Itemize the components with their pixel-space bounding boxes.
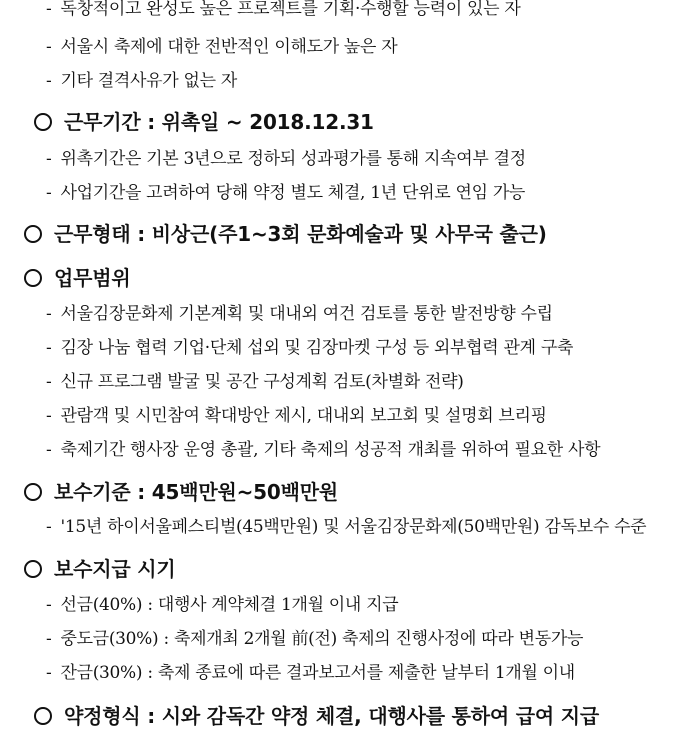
work-scope-item: - 서울김장문화제 기본계획 및 대내외 여건 검토를 통한 발전방향 수립 <box>46 304 553 324</box>
circle-bullet-icon <box>24 560 42 578</box>
pay-timing-heading: 보수지급 시기 <box>24 553 175 582</box>
work-scope-item: - 신규 프로그램 발굴 및 공간 구성계획 검토(차별화 전략) <box>46 372 464 392</box>
qualification-item: - 서울시 축제에 대한 전반적인 이해도가 높은 자 <box>46 37 398 57</box>
work-scope-item: - 관람객 및 시민참여 확대방안 제시, 대내외 보고회 및 설명회 브리핑 <box>46 406 547 426</box>
work-type-heading: 근무형태 : 비상근(주1~3회 문화예술과 및 사무국 출근) <box>24 218 547 247</box>
circle-bullet-icon <box>24 225 42 243</box>
pay-timing-item: - 중도금(30%) : 축제개최 2개월 前(전) 축제의 진행사정에 따라 변동가능 <box>46 629 584 649</box>
work-period-item: - 사업기간을 고려하여 당해 약정 별도 체결, 1년 단위로 연임 가능 <box>46 183 526 203</box>
pay-standard-item: - '15년 하이서울페스티벌(45백만원) 및 서울김장문화제(50백만원) 감독보수 수준 <box>46 517 647 537</box>
contract-form-heading: 약정형식 : 시와 감독간 약정 체결, 대행사를 통하여 급여 지급 <box>34 700 599 729</box>
work-scope-item: - 축제기간 행사장 운영 총괄, 기타 축제의 성공적 개최를 위하여 필요한 사항 <box>46 440 601 460</box>
circle-bullet-icon <box>34 707 52 725</box>
work-period-heading: 근무기간 : 위촉일 ~ 2018.12.31 <box>34 106 374 135</box>
circle-bullet-icon <box>24 269 42 287</box>
circle-bullet-icon <box>34 113 52 131</box>
circle-bullet-icon <box>24 483 42 501</box>
pay-standard-heading: 보수기준 : 45백만원~50백만원 <box>24 476 338 505</box>
qualification-item: - 독창적이고 완성도 높은 프로젝트를 기획·수행할 능력이 있는 자 <box>46 0 521 19</box>
work-period-item: - 위촉기간은 기본 3년으로 정하되 성과평가를 통해 지속여부 결정 <box>46 149 526 169</box>
pay-timing-item: - 잔금(30%) : 축제 종료에 따른 결과보고서를 제출한 날부터 1개월 이내 <box>46 663 575 683</box>
work-scope-item: - 김장 나눔 협력 기업·단체 섭외 및 김장마켓 구성 등 외부협력 관계 구축 <box>46 338 574 358</box>
qualification-item: - 기타 결격사유가 없는 자 <box>46 71 237 91</box>
pay-timing-item: - 선금(40%) : 대행사 계약체결 1개월 이내 지급 <box>46 595 399 615</box>
work-scope-heading: 업무범위 <box>24 262 130 291</box>
